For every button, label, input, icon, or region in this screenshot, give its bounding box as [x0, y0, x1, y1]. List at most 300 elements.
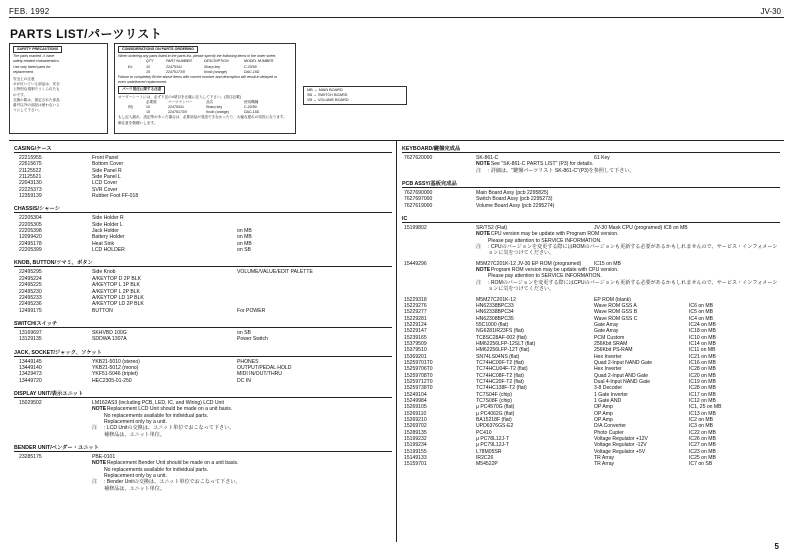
part-number: 15229277 — [404, 309, 427, 316]
part-number: 12099420 — [19, 234, 42, 241]
ordering-jp-cell: DAC-15D — [244, 110, 260, 115]
safety-jp-line: のです。 — [13, 92, 28, 97]
section-heading: DISPLAY UNIT/表示ユニット — [14, 389, 392, 398]
header-model: JV-30 — [760, 7, 781, 16]
part-number: 15379509 — [404, 340, 427, 347]
part-location: IC13 on MB — [689, 410, 716, 417]
part-number: 15289135 — [404, 429, 427, 436]
part-number: 15199234 — [404, 442, 427, 449]
jp-note-line — [402, 168, 780, 174]
part-description: μ PC78L12J-T — [476, 436, 509, 443]
part-function: 256Kbit SRAM — [594, 340, 628, 347]
part-location: IC2 on MB — [689, 417, 714, 424]
part-description: TC74HC00F-T2 (flat) — [476, 359, 524, 366]
part-location: IC5 on MB — [689, 309, 714, 316]
part-number: 15259706T0 — [404, 366, 433, 373]
note-label — [14, 486, 104, 492]
part-number: 15259708T0 — [404, 372, 433, 379]
part-number: 15249104 — [404, 391, 427, 398]
note-text: : LCD Unitの交換は、ユニット単位でおこなって下さい。 — [104, 425, 235, 432]
part-number: 15229124 — [404, 321, 427, 328]
part-number: 13449140 — [19, 364, 42, 371]
note-text: : See "SK-861-C PARTS LIST" (P3) for details. — [488, 161, 594, 168]
part-note: on MB — [237, 228, 252, 235]
ordering-cell: 15 — [146, 69, 150, 74]
note-label: NOTE — [92, 406, 107, 413]
part-number: 15269210 — [404, 417, 427, 424]
page-number: 5 — [774, 542, 779, 551]
ordering-jp-example-label: 例) — [128, 105, 133, 110]
ordering-jp-cell: C-20/50 — [244, 105, 257, 110]
ordering-jp-cell: 22475173/0 — [168, 110, 187, 115]
part-description: A/KEYTOP LD 1P BLK — [92, 294, 144, 301]
part-description: PBE-0101 — [92, 454, 116, 460]
note-text: : Replacement Bender Unit should be made on a unit basis. — [104, 460, 239, 467]
part-function: OP Amp — [594, 410, 613, 417]
part-location: IC19 on MB — [689, 378, 716, 385]
note-label: 注 — [92, 479, 98, 486]
part-location: IC28 on MB — [689, 385, 716, 392]
note-text: Please pay attention to SERVICE INFORMATION. — [488, 273, 602, 280]
spacer — [14, 438, 392, 442]
column-divider — [396, 141, 397, 542]
part-description: HN62338BPC33 — [476, 302, 514, 309]
part-number: 22495233 — [19, 294, 42, 301]
part-note: PHONES — [237, 358, 259, 365]
safety-line: Use only listed parts for — [13, 64, 51, 69]
part-number: 22205305 — [19, 221, 42, 228]
part-description: TC74HC138F-T2 (flat) — [476, 385, 527, 392]
safety-jp-line: 番号以外の部品は使わないよ — [13, 103, 60, 108]
part-location: IC10 on MB — [689, 334, 716, 341]
part-description: SDDWA 1307A — [92, 336, 127, 343]
part-location: IC6 on MB — [689, 302, 714, 309]
part-location: IC14 on MB — [689, 340, 716, 347]
spacer — [402, 209, 780, 213]
part-description: A/KEYTOP LD 2P BLK — [92, 301, 144, 308]
note-label: 注 — [476, 279, 482, 286]
part-note: Power Switch — [237, 336, 268, 343]
jp-note-line — [14, 486, 392, 492]
part-description: Switch Board Assy (pcb 2295273) — [476, 196, 553, 203]
part-description: LM162AS3 (including PCB, LED, IC, and Wiring) LCD Unit — [92, 399, 224, 406]
part-number: 15239165 — [404, 334, 427, 341]
part-description: Side Panel R — [92, 167, 122, 174]
part-function: Voltage Regulator -12V — [594, 442, 647, 449]
part-description: Front Panel — [92, 155, 119, 161]
part-number: 22043130 — [19, 180, 42, 187]
part-function — [594, 203, 689, 209]
part-description: Jack Holder — [92, 228, 119, 235]
ordering-jp-cell: 22475341 — [168, 105, 184, 110]
part-description: LCD HOLDER — [92, 247, 125, 254]
part-description: L78M05SR — [476, 448, 502, 455]
part-location: IC3 on MB — [689, 423, 714, 430]
page-title: PARTS LIST/パーツリスト — [10, 27, 163, 41]
part-number: 15199232 — [404, 436, 427, 443]
note-text: : Bender Unitの交換は、ユニット単位でおこなって下さい。 — [104, 479, 241, 486]
part-number: 22495230 — [19, 288, 42, 295]
part-function: Wave ROM GSS A — [594, 302, 637, 309]
part-number: 22205304 — [19, 215, 42, 222]
safety-line: replacement. — [13, 69, 34, 74]
part-description: YKF51-5046 (triplet) — [92, 371, 138, 378]
part-number: 15269105 — [404, 404, 427, 411]
note-label — [14, 432, 104, 438]
note-text: 補修品は、ユニット単位。 — [104, 431, 165, 438]
part-number: 13129135 — [19, 336, 42, 343]
part-description: Side Panel L — [92, 174, 121, 181]
spacer — [14, 253, 392, 257]
part-location: IC26 on MB — [689, 436, 716, 443]
part-description: SN74LS04NS (flat) — [476, 353, 520, 360]
part-number: 22205398 — [19, 228, 42, 235]
part-description: Bottom Cover — [92, 161, 124, 168]
ordering-header-model: MODEL NUMBER — [244, 59, 274, 64]
part-description: Heat Sink — [92, 240, 115, 247]
part-description: TC7S08F (chip) — [476, 398, 512, 404]
ordering-note: even undelivered replacement. — [118, 80, 168, 85]
part-function: Quad 2-Input AND Gate — [594, 372, 649, 379]
part-number: 7627697000 — [404, 196, 433, 203]
ordering-jp-title: パーツ発注に関する注意 — [118, 86, 165, 93]
safety-jp-lines — [13, 82, 104, 113]
part-description: UPD6376GS-E2 — [476, 423, 514, 430]
part-location: IC22 on MB — [689, 429, 716, 436]
part-description: HN62338BPC34 — [476, 309, 514, 316]
ordering-intro: When ordering any parts listed in the parts list, please specify the following items in the order sheet. — [118, 54, 277, 59]
ordering-jp-header: 品名 — [206, 99, 214, 104]
ordering-cell: 22475341 — [166, 64, 182, 69]
part-number: 22495225 — [19, 282, 42, 289]
part-location: IC4 on MB — [689, 315, 714, 322]
spacer — [14, 384, 392, 388]
table-row — [14, 193, 392, 199]
ordering-cell: Knob (orange) — [204, 69, 227, 74]
part-number: 22495236 — [19, 301, 42, 308]
safety-box — [9, 43, 108, 134]
part-number: 7627690000 — [404, 190, 433, 197]
part-description: A/KEYTOP D 2P BLK — [92, 275, 141, 282]
spacer — [14, 314, 392, 318]
note-text: Replacement only by a unit. — [104, 473, 167, 480]
spacer — [14, 343, 392, 347]
part-number: 13449720 — [19, 377, 42, 384]
part-number: 15269110 — [404, 410, 427, 417]
part-description: Side Holder L — [92, 221, 123, 228]
part-function: 256Kbit PS-RAM — [594, 347, 633, 354]
part-note: For POWER — [237, 307, 266, 314]
part-description: TC74HC08F-T2 (flat) — [476, 372, 524, 379]
part-number: 13169697 — [19, 329, 42, 336]
table-row — [14, 378, 392, 384]
part-number: 15149133 — [404, 455, 427, 462]
part-note: on MB — [237, 234, 252, 241]
part-function: Hex Inverter — [594, 366, 622, 373]
table-row — [14, 336, 392, 342]
part-note: on MB — [237, 240, 252, 247]
legend-line: VB → VOLUME BOARD — [307, 98, 349, 102]
part-number: 22215955 — [19, 155, 42, 161]
part-function: IC15 on MB — [594, 260, 621, 267]
part-description: M5M27C201K-12 JV-30 EP ROM (programed) — [476, 260, 582, 267]
part-location — [689, 203, 780, 209]
part-description: LCD Cover — [92, 180, 118, 187]
part-function: EP ROM (blank) — [594, 296, 631, 303]
note-text: Replacement only by a unit. — [104, 418, 167, 425]
part-function: 1 Gate Inverter — [594, 391, 628, 398]
section-heading: CASING/ケース — [14, 146, 392, 153]
part-location: IC27 on MB — [689, 442, 716, 449]
part-function: JV-30 Mask CPU (programed) IC8 on MB — [594, 225, 688, 232]
part-function: Voltage Regulator +5V — [594, 448, 646, 455]
jp-note-line — [402, 280, 780, 293]
part-number: 22495224 — [19, 275, 42, 282]
part-number: 15159701 — [404, 461, 427, 468]
part-number: 12499175 — [19, 307, 42, 314]
part-location: IC24 on MB — [689, 321, 716, 328]
part-number: 21125521 — [19, 174, 42, 181]
part-number: 7627620000 — [404, 155, 433, 161]
part-description: IR2C26 — [476, 455, 494, 462]
ordering-jp-note: もし記入漏れ、誤記等があった場合は、必要部品が発送できなかったり、大幅な遅れの原因になります。 — [118, 115, 287, 120]
ordering-header-qty: QTY — [146, 59, 154, 64]
part-description: NG6281IR23FS (flat) — [476, 328, 524, 335]
part-description: M5M27C201K-12 — [476, 296, 516, 303]
section-heading: KNOB, BUTTON/ツマミ、ボタン — [14, 258, 392, 267]
part-function: Wave ROM GSS C — [594, 315, 638, 322]
note-text: : Replacement LCD Unit should be made on a unit basis. — [104, 406, 233, 413]
note-text: No replacements available for individual parts. — [104, 466, 209, 473]
ordering-jp-cell: 15 — [146, 110, 150, 115]
part-description: SK-861-C — [476, 155, 499, 161]
part-description: SVR Cover — [92, 186, 118, 193]
part-location: IC23 on MB — [689, 448, 716, 455]
part-function: Wave ROM GSS B — [594, 309, 638, 316]
part-description: M54522P — [476, 461, 498, 468]
part-description: Side Knob — [92, 269, 116, 276]
part-function: 3-8 Decoder — [594, 385, 623, 392]
ordering-example-label: Ex. — [128, 64, 134, 69]
safety-jp-line: 上特別な規制でうくられたも — [13, 87, 60, 92]
part-number: 15229276 — [404, 302, 427, 309]
part-number: 15229147 — [404, 328, 427, 335]
ordering-title: CONSIDERATIONS ON PARTS ORDERING — [118, 46, 198, 53]
table-row — [14, 247, 392, 253]
ordering-jp-note: 御注意を敬願いします。 — [118, 120, 158, 125]
part-number: 15269702 — [404, 423, 427, 430]
part-function: TR Array — [594, 461, 615, 468]
header-date: FEB. 1992 — [9, 7, 50, 16]
section-heading: SWITCH/スイッチ — [14, 319, 392, 328]
part-description: HM62256LFP-12T (flat) — [476, 347, 530, 354]
part-number: 7627619000 — [404, 202, 433, 209]
part-location: IC20 on MB — [689, 372, 716, 379]
part-number: 23285175 — [19, 454, 42, 460]
section-heading: CHASSIS/シャーシ — [14, 204, 392, 213]
safety-jp-title: 安全上の注意 — [13, 77, 35, 82]
safety-lines — [13, 54, 104, 75]
right-column — [402, 146, 780, 468]
part-number: 22225373 — [19, 186, 42, 193]
note-label: NOTE — [476, 267, 491, 274]
ordering-cell: 10 — [146, 64, 150, 69]
section-heading: IC — [402, 214, 780, 223]
jp-note-line — [402, 244, 780, 257]
part-description: BUTTON — [92, 307, 113, 314]
part-description: Battery Holder — [92, 234, 125, 241]
part-location: IC21 on MB — [689, 353, 716, 360]
ordering-jp-cell: 10 — [146, 105, 150, 110]
note-label: 注 — [476, 244, 482, 251]
ordering-cell: C-20/50 — [244, 64, 257, 69]
part-number: 22495178 — [19, 240, 42, 247]
part-number: 22615675 — [19, 161, 42, 168]
note-text: : 詳細は、"鍵盤パーツリスト SK-861-C"(P3)を参照して下さい。 — [488, 167, 635, 174]
part-description: HM62256LFP-12SLT (flat) — [476, 340, 536, 347]
ordering-cell: 22475173/0 — [166, 69, 185, 74]
part-note: OUTPUT/PEDAL HOLD — [237, 364, 292, 371]
part-description: A/KEYTOP L 2P BLK — [92, 288, 140, 295]
part-function: OP Amp — [594, 404, 613, 411]
part-function: OP Amp — [594, 417, 613, 424]
ordering-jp-cell: Sharp key — [206, 105, 223, 110]
part-location: IC12 on MB — [689, 398, 716, 404]
part-location: IC28 on MB — [689, 366, 716, 373]
note-text: : ROMのバージョンを変更する際にはCPUのバージョンも更新する必要があるかもしれませんので、サービス・インフォメーションに気をつけてください。 — [488, 279, 778, 293]
part-location: IC11 on MB — [689, 347, 716, 354]
part-function: Quad 2-Input NAND Gate — [594, 359, 653, 366]
part-location: IC25 on MB — [689, 455, 716, 462]
header-rule — [9, 17, 784, 18]
part-description: TC8SC28AF-002 (flat) — [476, 334, 527, 341]
note-label: NOTE — [476, 161, 491, 168]
note-text: Please pay attention to SERVICE INFORMATION. — [488, 237, 602, 244]
part-note: MIDI IN/OUT/THRU — [237, 371, 282, 378]
note-text: No replacements available for individual parts. — [104, 412, 209, 419]
part-description: Side Holder R — [92, 215, 124, 222]
part-number: 15249984 — [404, 398, 427, 404]
ordering-jp-header: 必要数 — [146, 99, 157, 104]
ordering-cell: Sharp key — [204, 64, 221, 69]
ordering-header-desc: DESCRIPTION — [204, 59, 229, 64]
part-location: IC17 on MB — [689, 391, 716, 398]
safety-jp-line: ネが付いている部品は、安全 — [13, 82, 60, 87]
part-description: PC410 — [476, 429, 492, 436]
part-number: 15029502 — [19, 399, 42, 406]
part-function: D/A Converter — [594, 423, 626, 430]
part-description: BA15218F (flat) — [476, 417, 512, 424]
part-number: 13449145 — [19, 358, 42, 365]
part-location: IC7 on SB — [689, 461, 713, 468]
jp-note-line — [14, 432, 392, 438]
part-note: on SB — [237, 329, 251, 336]
note-label: 注 — [92, 425, 98, 432]
part-note — [237, 193, 392, 199]
board-legend — [303, 86, 407, 105]
legend-line: MB → MAIN BOARD — [307, 88, 343, 92]
part-location: IC18 on MB — [689, 328, 716, 335]
section-heading: BENDER UNIT/ベンダー・ユニット — [14, 443, 392, 452]
part-function: TR Array — [594, 455, 615, 462]
part-description: A/KEYTOP L 1P BLK — [92, 282, 140, 289]
part-function: Gate Array — [594, 328, 619, 335]
part-number: 15259738T0 — [404, 385, 433, 392]
part-number: 15229318 — [404, 296, 427, 303]
part-description: TC74HCU04F-T2 (flat) — [476, 366, 528, 373]
part-number: 15449296 — [404, 260, 427, 267]
safety-jp-line: うにして下さい。 — [13, 108, 42, 113]
left-column — [14, 146, 392, 496]
table-row — [402, 461, 780, 467]
part-location: IC1, 25 on MB — [689, 404, 722, 411]
part-number: 15379510 — [404, 347, 427, 354]
part-number: 21125522 — [19, 167, 42, 174]
part-description: Rubber Foot FF-018 — [92, 193, 139, 200]
ordering-note: Failure to completely fill the above items with correct number and description will result in delayed or — [118, 75, 278, 80]
section-heading: JACK, SOCKET/ジャック、ソケット — [14, 348, 392, 357]
part-number: 22495295 — [19, 269, 42, 276]
legend-line: SB → SWITCH BOARD — [307, 93, 348, 97]
note-text: 補修品は、ユニット単位。 — [104, 485, 165, 492]
spacer — [14, 199, 392, 203]
ordering-box — [114, 43, 296, 134]
part-number: 15229281 — [404, 315, 427, 322]
part-description: SR/TS2 (Flat) — [476, 225, 508, 232]
table-row — [14, 308, 392, 314]
note-text: : Program ROM version may be update with CPU version. — [488, 267, 619, 274]
ordering-header-part: PART NUMBER — [166, 59, 192, 64]
part-note: VOLUME/VALUE/EDIT PALETTE — [237, 269, 313, 276]
part-description: YKB21-5012 (mono) — [92, 364, 139, 371]
part-number: 12359139 — [19, 193, 42, 200]
part-number: 15199155 — [404, 448, 427, 455]
part-description: μ PC79L12J-T — [476, 442, 509, 449]
part-function: 61 Key — [594, 155, 610, 161]
part-function: Voltage Regulator +12V — [594, 436, 648, 443]
safety-title: SAFETY PRECAUTIONS — [13, 46, 62, 53]
note-label: NOTE — [92, 460, 107, 467]
part-function: PCM Custom — [594, 334, 625, 341]
part-number: 15259712T0 — [404, 378, 433, 385]
part-function: Gate Array — [594, 321, 619, 328]
part-note: DC IN — [237, 377, 251, 384]
section-heading: PCB ASSY/基板完成品 — [402, 179, 780, 188]
spacer — [14, 492, 392, 496]
part-function: Photo Cupler — [594, 429, 624, 436]
note-label: 注 — [476, 167, 482, 174]
ordering-jp-header: 使用機種 — [244, 99, 259, 104]
ordering-jp-intro: オーダーシートには、必ず下記の4項目を正確に記入して下さい。(発注記載) — [118, 94, 241, 99]
note-label: NOTE — [476, 231, 491, 238]
part-number: 15259701T0 — [404, 359, 433, 366]
part-function: 1 Gate AND — [594, 398, 622, 404]
ordering-cell: DAC-15D — [244, 69, 260, 74]
safety-line: The parts marked ⚠ have — [13, 54, 55, 59]
part-number: 15199802 — [404, 225, 427, 232]
part-description: HN62308BPC35 — [476, 315, 514, 322]
part-note: on SB — [237, 247, 251, 254]
part-description: TC74HC20F-T2 (flat) — [476, 378, 524, 385]
part-number: 13429473 — [19, 371, 42, 378]
part-description: μ PC4062G (flat) — [476, 410, 515, 417]
spacer — [402, 174, 780, 178]
part-description: μ PC4570G (flat) — [476, 404, 515, 411]
safety-line: safety-related characteristics. — [13, 59, 60, 64]
part-description: SKHVBD 100G — [92, 329, 127, 336]
part-description: Main Board Assy (pcb 2295825) — [476, 190, 549, 197]
part-location: IC16 on MB — [689, 359, 716, 366]
